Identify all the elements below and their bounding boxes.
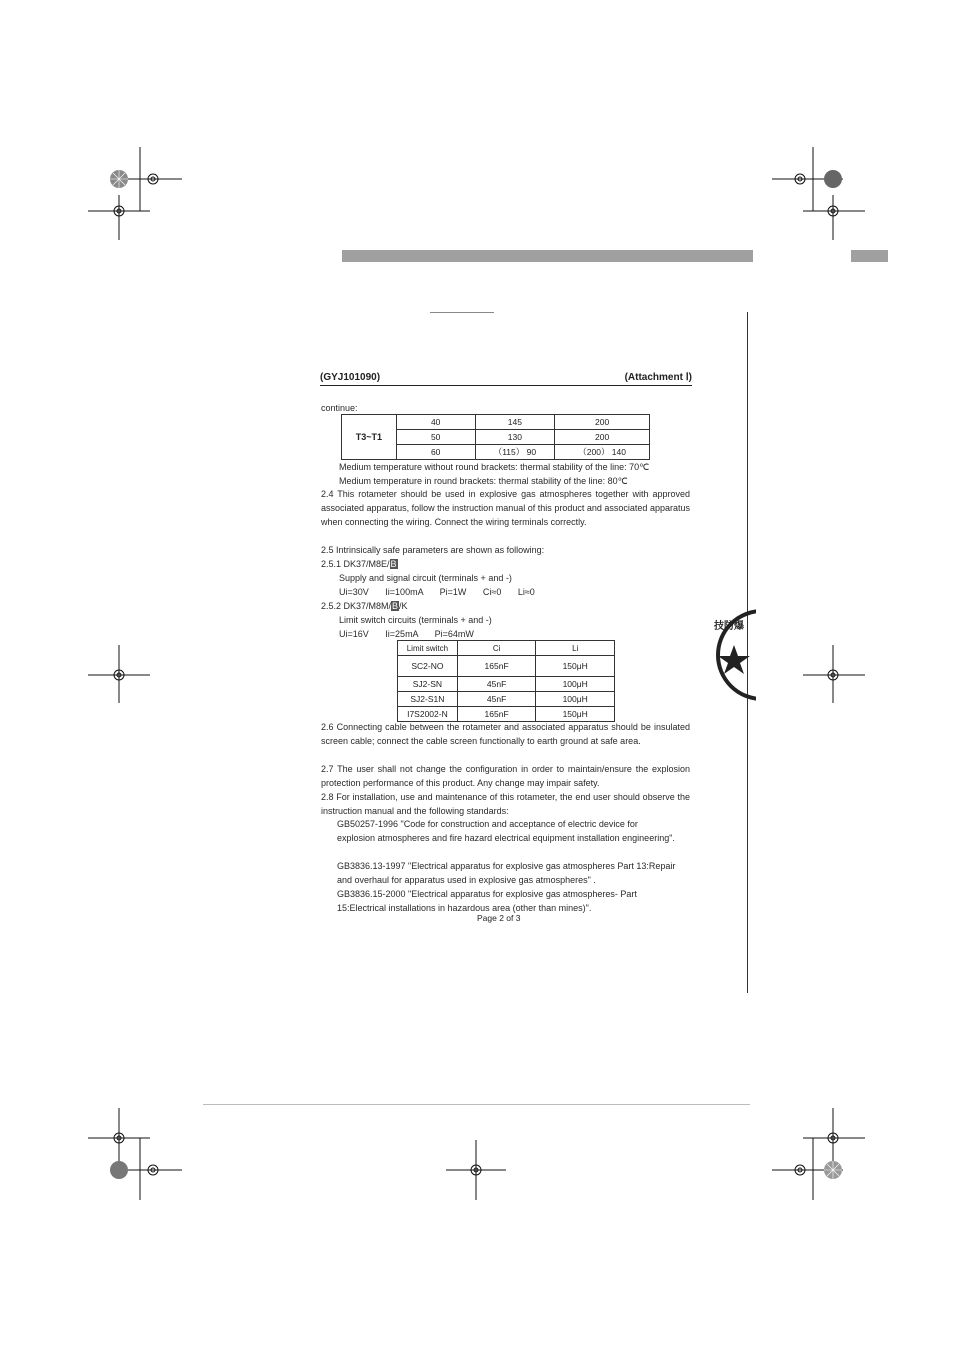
section-2-5-2-line: Limit switch circuits (terminals + and -) xyxy=(339,615,492,625)
section-title-suffix: /K xyxy=(399,601,408,611)
param: Ui=30V xyxy=(339,587,369,597)
table-cell: 60 xyxy=(396,445,475,460)
param: Pi=64mW xyxy=(434,629,474,639)
page-number: Page 2 of 3 xyxy=(477,913,521,923)
temperature-class-label: T3~T1 xyxy=(342,415,397,460)
section-2-5-2-params xyxy=(339,627,474,641)
note-line: Medium temperature in round brackets: thermal stability of the line: 80℃ xyxy=(339,476,628,486)
param: Li≈0 xyxy=(517,587,535,597)
highlight-box: B xyxy=(392,601,399,611)
scan-dash xyxy=(430,312,494,313)
table-cell: SC2-NO xyxy=(398,656,458,677)
standard-item: GB3836.13-1997 "Electrical apparatus for explosive gas atmospheres Part 13:Repair and overhaul for apparatus used in explosive gas atmospheres" . xyxy=(337,861,676,885)
section-2-5-1-line: Supply and signal circuit (terminals + and -) xyxy=(339,573,512,583)
section-title-text: 2.5.1 DK37/M8E/ xyxy=(321,559,390,569)
table-cell: 150μH xyxy=(536,707,615,722)
table-cell: 165nF xyxy=(457,707,536,722)
section-2-5-2-title xyxy=(321,599,408,613)
table-cell: （115） 90 xyxy=(475,445,555,460)
table-cell: I7S2002-N xyxy=(398,707,458,722)
table-row xyxy=(398,656,615,677)
table-cell: （200） 140 xyxy=(555,445,650,460)
table-cell: 150μH xyxy=(536,656,615,677)
note-line: Medium temperature without round brackets: thermal stability of the line: 70℃ xyxy=(339,462,650,472)
temperature-table xyxy=(341,414,650,460)
table-cell: 40 xyxy=(396,415,475,430)
table-header-row xyxy=(398,641,615,656)
table-cell: SJ2-S1N xyxy=(398,692,458,707)
official-stamp xyxy=(712,605,756,705)
document-code: (GYJ101090) xyxy=(320,372,381,383)
section-2-6: 2.6 Connecting cable between the rotameter and associated apparatus should be insulated screen cable; connect the cable screen functionally to earth ground at safe area. xyxy=(321,722,690,746)
column-header: Li xyxy=(536,641,615,656)
stamp-text: 技防爆 xyxy=(714,621,744,632)
table-row xyxy=(398,677,615,692)
table-cell: 200 xyxy=(555,415,650,430)
table-row xyxy=(342,415,650,430)
table-cell: SJ2-SN xyxy=(398,677,458,692)
table-cell: 45nF xyxy=(457,677,536,692)
table-cell: 45nF xyxy=(457,692,536,707)
column-header: Ci xyxy=(457,641,536,656)
param: Ui=16V xyxy=(339,629,369,639)
param: Pi=1W xyxy=(439,587,467,597)
highlight-box: B xyxy=(390,559,397,569)
document-header xyxy=(320,372,692,388)
table-cell: 165nF xyxy=(457,656,536,677)
section-2-5: 2.5 Intrinsically safe parameters are shown as following: xyxy=(321,545,545,555)
attachment-label: (Attachment Ⅰ) xyxy=(624,372,692,383)
section-2-5-1-params xyxy=(339,585,535,599)
header-rule xyxy=(320,385,692,386)
table-cell: 100μH xyxy=(536,677,615,692)
section-2-8: 2.8 For installation, use and maintenance of this rotameter, the end user should observe the instruction manual and the following standards: xyxy=(321,792,690,816)
footer-rule xyxy=(203,1104,750,1105)
table-row xyxy=(398,692,615,707)
standard-item: GB50257-1996 "Code for construction and acceptance of electric device for explosion atmospheres and fire hazard electrical equipment installation engineering". xyxy=(337,819,675,843)
param: Ci≈0 xyxy=(482,587,502,597)
param: Ii=25mA xyxy=(385,629,419,639)
standard-item: GB3836.15-2000 "Electrical apparatus for explosive gas atmospheres- Part 15:Electrical installations in hazardous area (other than mines)". xyxy=(337,889,637,913)
table-cell: 145 xyxy=(475,415,555,430)
table-cell: 130 xyxy=(475,430,555,445)
table-cell: 200 xyxy=(555,430,650,445)
section-2-7: 2.7 The user shall not change the configuration in order to maintain/ensure the explosion protection performance of this product. Any change may impair safety. xyxy=(321,764,690,788)
table-cell: 50 xyxy=(396,430,475,445)
limit-switch-table xyxy=(397,640,615,722)
continue-label: continue: xyxy=(321,403,358,413)
scan-edge-lower xyxy=(747,965,748,993)
section-2-5-1-title xyxy=(321,557,398,571)
column-header: Limit switch xyxy=(398,641,458,656)
section-title-text: 2.5.2 DK37/M8M/ xyxy=(321,601,392,611)
table-cell: 100μH xyxy=(536,692,615,707)
param: Ii=100mA xyxy=(385,587,424,597)
section-2-4: 2.4 This rotameter should be used in explosive gas atmospheres together with approved associated apparatus, follow the instruction manual of this product and associated apparatus when connecting the wiring. Connect the wiring terminals correctly. xyxy=(321,489,690,527)
